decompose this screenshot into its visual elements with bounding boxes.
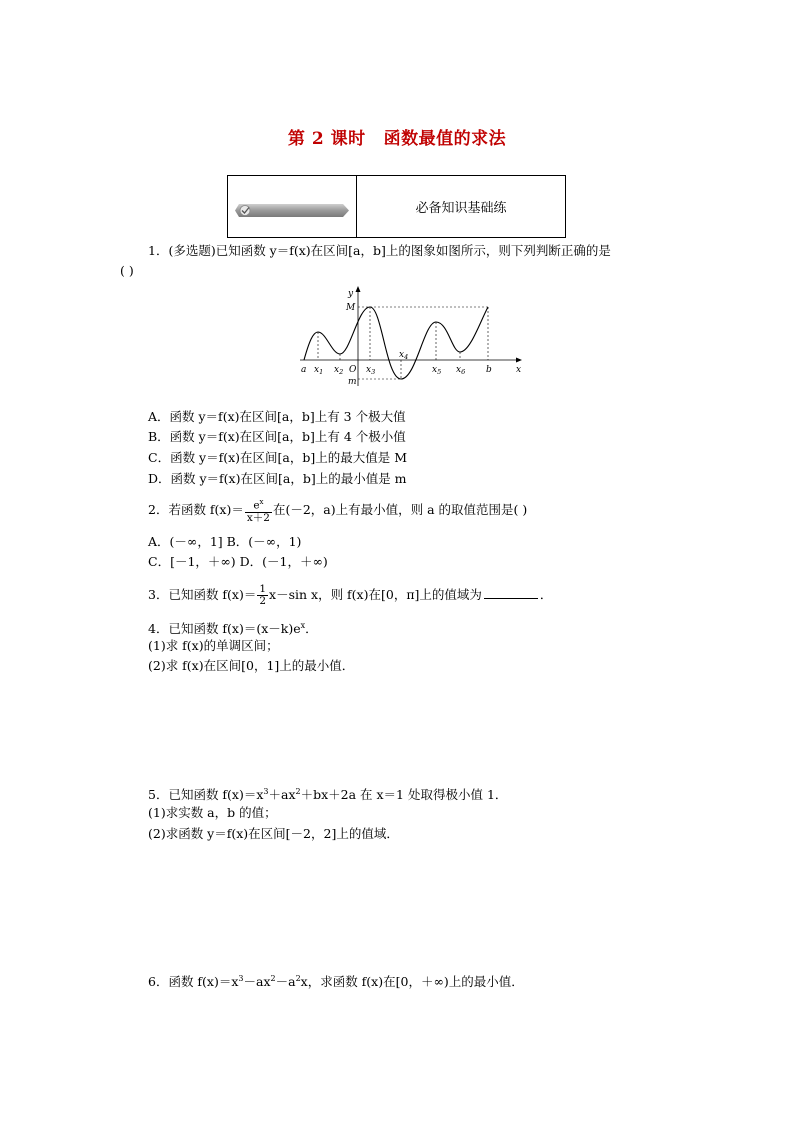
graph-a-label: a bbox=[301, 365, 307, 375]
q1-option-a: A．函数 y＝f(x)在区间[a，b]上有 3 个极大值 bbox=[148, 409, 406, 424]
graph-b-label: b bbox=[486, 365, 492, 375]
graph-M-label: M bbox=[346, 303, 356, 313]
q1-stem: 1．(多选题)已知函数 y＝f(x)在区间[a，b]上的图象如图所示，则下列判断正确的是 bbox=[148, 243, 611, 258]
graph-x5-label: $x_5$ bbox=[432, 365, 442, 376]
q3-fraction: $\frac{1}{2}$ bbox=[259, 583, 267, 607]
banner-label: 必备知识基础练 bbox=[415, 201, 507, 216]
q5-sub1: (1)求实数 a，b 的值； bbox=[148, 805, 277, 820]
q2-options-row1: A．(－∞，1] B．(－∞，1) bbox=[148, 534, 302, 549]
q1-answer-paren: ( ) bbox=[120, 263, 134, 278]
title-lesson: 第 2 课时 bbox=[287, 129, 366, 149]
section-banner bbox=[227, 175, 566, 238]
graph-x2-label: $x_2$ bbox=[334, 365, 344, 376]
q2-options-row2: C．[－1，＋∞) D．(－1，＋∞) bbox=[148, 554, 328, 569]
graph-x4-label: $x_4$ bbox=[399, 350, 409, 361]
graph-x6-label: $x_6$ bbox=[456, 365, 466, 376]
q2-stem: 2．若函数 f(x)＝ $\frac{e^x}{x+2}$ 在(－2，a)上有最小值，则 a 的取值范围是( ) bbox=[148, 498, 528, 524]
q5-sub2: (2)求函数 y＝f(x)在区间[－2，2]上的值域． bbox=[148, 826, 399, 841]
banner-decoration bbox=[228, 176, 357, 237]
graph-x3-label: $x_3$ bbox=[366, 365, 376, 376]
q1-option-b: B．函数 y＝f(x)在区间[a，b]上有 4 个极小值 bbox=[148, 429, 406, 444]
graph-m-label: m bbox=[348, 377, 357, 387]
graph-origin-label: O bbox=[349, 365, 357, 375]
q1-option-c: C．函数 y＝f(x)在区间[a，b]上的最大值是 M bbox=[148, 450, 408, 465]
q1-option-d: D．函数 y＝f(x)在区间[a，b]上的最小值是 m bbox=[148, 471, 407, 486]
title-topic: 函数最值的求法 bbox=[383, 129, 507, 149]
graph-y-label: y bbox=[348, 289, 354, 299]
q1-function-graph bbox=[296, 282, 526, 388]
graph-x1-label: $x_1$ bbox=[314, 365, 324, 376]
q5-stem: 5．已知函数 $f(x)=x^3+ax^2+bx+2a$ 在 x＝1 处取得极小值 1． bbox=[148, 787, 508, 803]
q6-stem: 6．函数 $f(x)=x^3-ax^2-a^2x$，求函数 f(x)在[0，＋∞)上的最小值． bbox=[148, 974, 524, 990]
q3-stem: 3．已知函数 f(x)＝ $\frac{1}{2}$ x－sin x，则 f(x)在[0，π]上的值域为 ． bbox=[148, 583, 553, 607]
q2-fraction: $\frac{e^x}{x+2}$ bbox=[246, 498, 270, 524]
page-title bbox=[0, 124, 794, 149]
q3-answer-blank[interactable] bbox=[484, 586, 538, 599]
q4-stem: 4．已知函数 $f(x)=(x-k)e^x$． bbox=[148, 621, 318, 637]
q4-sub2: (2)求 f(x)在区间[0，1]上的最小值． bbox=[148, 658, 355, 673]
check-arrow-icon bbox=[235, 204, 349, 217]
graph-x-label: x bbox=[516, 365, 522, 375]
q4-sub1: (1)求 f(x)的单调区间； bbox=[148, 638, 279, 653]
